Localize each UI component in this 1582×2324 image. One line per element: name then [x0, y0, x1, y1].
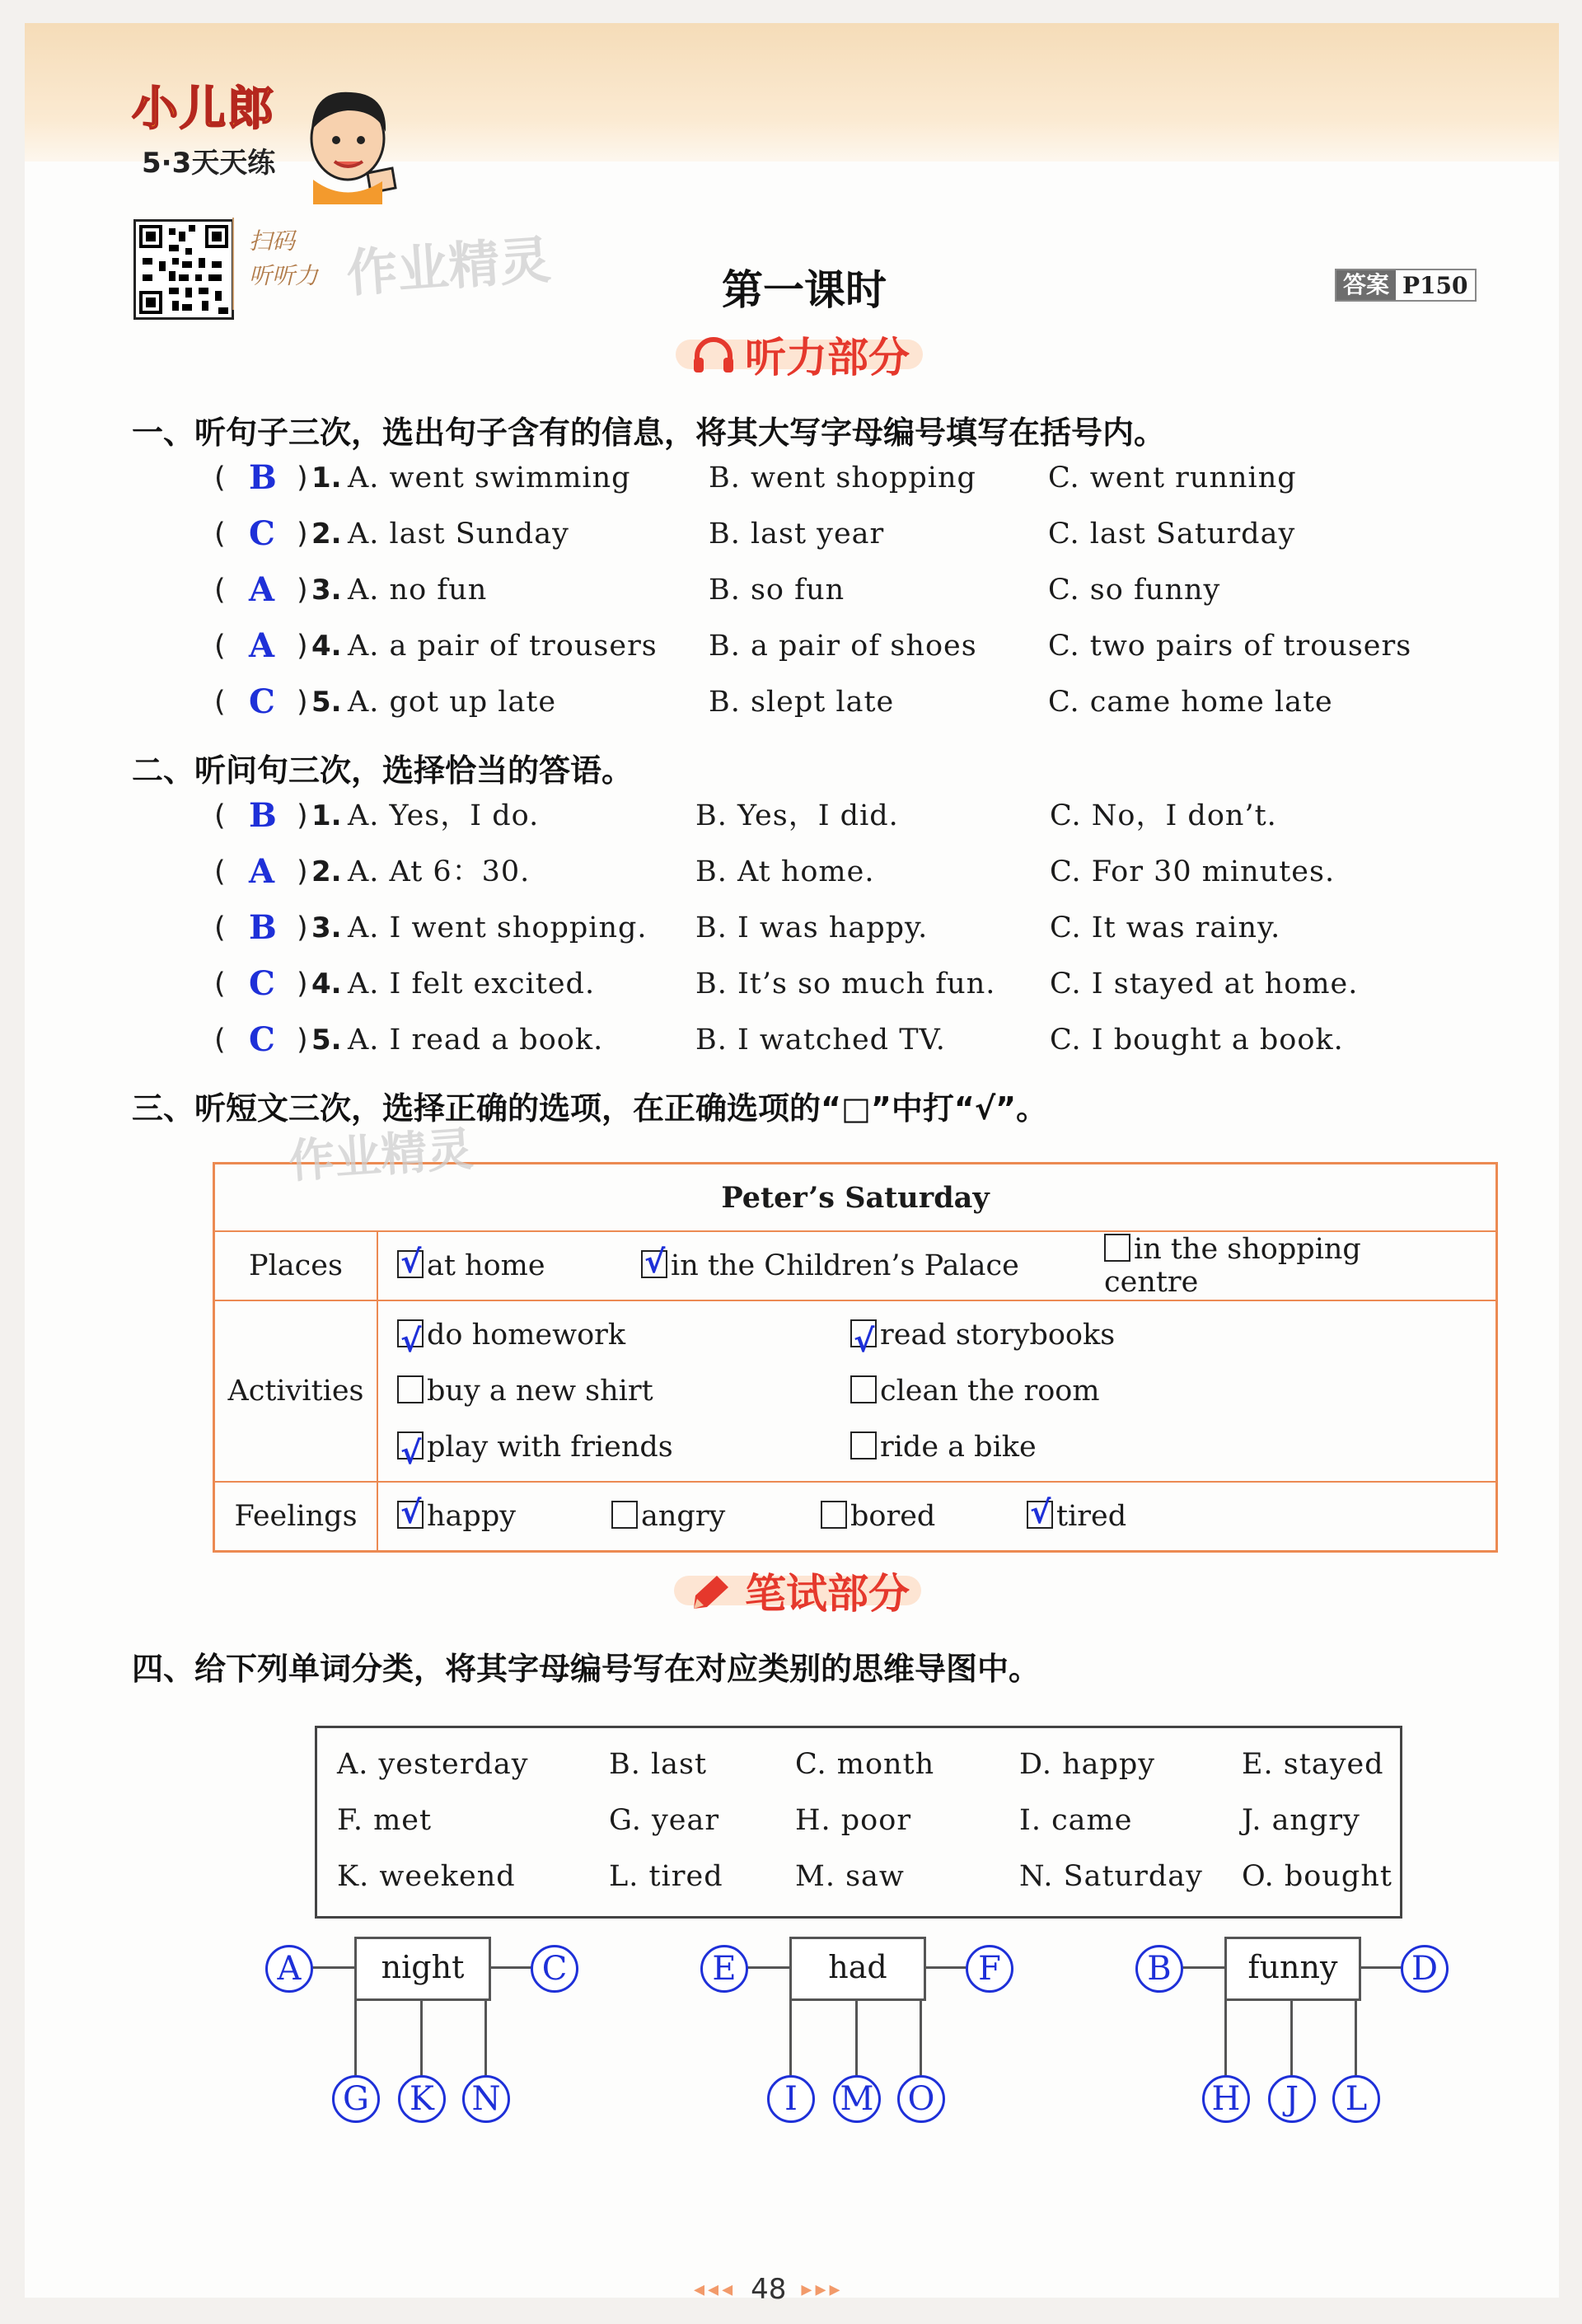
- part3-heading: 三、听短文三次，选择正确的选项，在正确选项的“□”中打“√”。: [132, 1090, 1048, 1127]
- option-text: buy a new shirt: [427, 1375, 653, 1408]
- mindmap-answer-left[interactable]: A: [265, 1945, 313, 1993]
- mindmap-answer-left[interactable]: E: [700, 1945, 748, 1993]
- answer-letter[interactable]: B: [249, 908, 277, 947]
- option-text: play with friends: [427, 1431, 673, 1464]
- option-c: C. came home late: [1048, 686, 1333, 719]
- word-item: B. last: [609, 1748, 708, 1781]
- mindmap-answer-bottom[interactable]: H: [1202, 2075, 1250, 2123]
- option-a: A. Yes，I do.: [348, 799, 540, 832]
- checkbox[interactable]: [611, 1501, 638, 1529]
- option-b: B. slept late: [709, 686, 895, 719]
- option-c: C. I bought a book.: [1050, 1024, 1344, 1057]
- word-item: D. happy: [1019, 1748, 1156, 1781]
- close-paren: ): [297, 968, 308, 1000]
- close-paren: ): [297, 911, 308, 944]
- question-number: 2.: [311, 855, 342, 888]
- mindmap-connector: [743, 1966, 793, 1969]
- checkbox[interactable]: [397, 1250, 424, 1278]
- question-number: 4.: [311, 968, 342, 1000]
- close-paren: ): [297, 518, 308, 551]
- question-row: [190, 956, 1508, 1012]
- mindmap-answer-left[interactable]: B: [1135, 1945, 1183, 1993]
- activity-cell: [850, 1363, 1262, 1419]
- open-paren: (: [214, 855, 226, 888]
- question-row: [190, 618, 1508, 674]
- word-item: M. saw: [795, 1860, 905, 1893]
- close-paren: ): [297, 686, 308, 719]
- activity-cell: [850, 1419, 1262, 1475]
- mindmap-connector: [920, 1996, 922, 2078]
- open-paren: (: [214, 911, 226, 944]
- option-text: tired: [1056, 1500, 1127, 1533]
- listening-banner-text: 听力部分: [745, 334, 910, 382]
- brand-logo: 小儿郎: [132, 82, 275, 136]
- mindmap-answer-bottom[interactable]: N: [462, 2075, 510, 2123]
- mindmap-answer-bottom[interactable]: J: [1268, 2075, 1316, 2123]
- question-number: 4.: [311, 630, 342, 663]
- option-text: ride a bike: [880, 1431, 1037, 1464]
- writing-banner: [690, 1561, 910, 1620]
- mindmap-connector: [308, 1966, 358, 1969]
- answer-reference: [1335, 269, 1477, 302]
- mindmap-connector: [1356, 1966, 1404, 1969]
- table-title: Peter’s Saturday: [214, 1164, 1497, 1232]
- question-row: [190, 450, 1508, 506]
- prev-arrows-icon: ◂◂◂: [694, 2277, 737, 2302]
- option-c: C. It was rainy.: [1050, 911, 1281, 944]
- option-a: A. I felt excited.: [348, 968, 596, 1000]
- watermark-2: 作业精灵: [287, 1122, 475, 1189]
- word-item: C. month: [795, 1748, 935, 1781]
- mindmap-answer-right[interactable]: F: [966, 1945, 1013, 1993]
- word-item: I. came: [1019, 1804, 1133, 1837]
- option-c: C. so funny: [1048, 574, 1221, 607]
- word-item: L. tired: [609, 1860, 723, 1893]
- mindmap-connector: [420, 1996, 423, 2078]
- option-text: happy: [427, 1500, 516, 1533]
- answer-letter[interactable]: C: [249, 964, 275, 1003]
- part1-list: [190, 450, 1508, 730]
- checkbox[interactable]: [641, 1250, 667, 1278]
- feeling-option[interactable]: [1027, 1500, 1191, 1533]
- workbook-page: [25, 23, 1559, 2306]
- option-a: A. I went shopping.: [348, 911, 648, 944]
- open-paren: (: [214, 799, 226, 832]
- checkbox[interactable]: [850, 1431, 877, 1460]
- word-item: O. bought: [1242, 1860, 1392, 1893]
- mindmap-connector: [484, 1996, 487, 2078]
- checkbox[interactable]: [821, 1501, 847, 1529]
- open-paren: (: [214, 686, 226, 719]
- pencil-icon: [690, 1571, 735, 1610]
- mindmap-answer-bottom[interactable]: L: [1332, 2075, 1380, 2123]
- checkbox[interactable]: [397, 1319, 424, 1347]
- listen-text: 听听力: [249, 262, 319, 289]
- option-a: A. I read a book.: [348, 1024, 604, 1057]
- peters-saturday-table: [213, 1162, 1498, 1553]
- close-paren: ): [297, 855, 308, 888]
- word-item: N. Saturday: [1019, 1860, 1203, 1893]
- lesson-title: 第一课时: [722, 266, 887, 314]
- activity-cell: [397, 1363, 850, 1419]
- word-bank: [315, 1726, 1402, 1919]
- scan-text: 扫码: [249, 227, 296, 255]
- option-text: read storybooks: [880, 1319, 1116, 1352]
- close-paren: ): [297, 462, 308, 494]
- question-number: 3.: [311, 911, 342, 944]
- answer-letter[interactable]: B: [249, 796, 277, 835]
- close-paren: ): [297, 1024, 308, 1057]
- checkbox[interactable]: [1027, 1501, 1053, 1529]
- next-arrows-icon: ▸▸▸: [801, 2277, 844, 2302]
- answer-letter[interactable]: C: [249, 1020, 275, 1059]
- word-item: A. yesterday: [337, 1748, 529, 1781]
- mindmap-answer-bottom[interactable]: O: [897, 2075, 945, 2123]
- scan-to-listen-label[interactable]: [249, 224, 318, 293]
- mindmap-center-word: had: [789, 1937, 926, 2001]
- option-text: clean the room: [880, 1375, 1100, 1408]
- word-item: F. met: [337, 1804, 433, 1837]
- place-option[interactable]: [1104, 1233, 1434, 1299]
- checkbox[interactable]: [397, 1501, 424, 1529]
- option-b: B. It’s so much fun.: [695, 968, 996, 1000]
- activities-label: Activities: [214, 1300, 378, 1482]
- word-item: J. angry: [1242, 1804, 1360, 1837]
- checkbox[interactable]: [397, 1375, 424, 1403]
- question-row: [190, 900, 1508, 956]
- watermark: 作业精灵: [344, 229, 553, 304]
- answer-letter[interactable]: B: [249, 458, 277, 497]
- place-option[interactable]: [397, 1249, 641, 1282]
- mindmap-connector: [921, 1966, 969, 1969]
- question-row: [190, 844, 1508, 900]
- page-footer: [694, 2273, 844, 2306]
- question-row: [190, 1012, 1508, 1068]
- feeling-option[interactable]: [821, 1500, 1027, 1533]
- option-text: in the Children’s Palace: [671, 1249, 1019, 1282]
- answer-letter[interactable]: A: [249, 626, 275, 665]
- activity-cell: [397, 1419, 850, 1475]
- question-number: 2.: [311, 518, 342, 551]
- question-row: [190, 788, 1508, 844]
- activity-option[interactable]: [850, 1319, 1115, 1352]
- option-a: A. At 6：30.: [348, 855, 531, 888]
- mindmap-answer-bottom[interactable]: G: [332, 2075, 380, 2123]
- activity-cell: [850, 1307, 1262, 1363]
- word-item: E. stayed: [1242, 1748, 1384, 1781]
- mindmap-connector: [1178, 1966, 1228, 1969]
- mindmap-connector: [486, 1966, 534, 1969]
- option-b: B. a pair of shoes: [709, 630, 977, 663]
- part4-heading: 四、给下列单词分类，将其字母编号写在对应类别的思维导图中。: [132, 1651, 1041, 1687]
- answer-letter[interactable]: C: [249, 682, 275, 721]
- option-a: A. last Sunday: [348, 518, 569, 551]
- activities-options: [377, 1300, 1497, 1482]
- option-c: C. two pairs of trousers: [1048, 630, 1412, 663]
- option-b: B. I watched TV.: [695, 1024, 946, 1057]
- question-number: 5.: [311, 686, 342, 719]
- option-text: bored: [850, 1500, 936, 1533]
- open-paren: (: [214, 574, 226, 607]
- question-row: [190, 674, 1508, 730]
- qr-code-icon[interactable]: [133, 219, 234, 320]
- option-b: B. so fun: [709, 574, 845, 607]
- option-a: A. a pair of trousers: [348, 630, 658, 663]
- question-number: 1.: [311, 462, 342, 494]
- word-item: G. year: [609, 1804, 720, 1837]
- part1-heading: 一、听句子三次，选出句子含有的信息，将其大写字母编号填写在括号内。: [132, 415, 1166, 451]
- option-c: C. No，I don’t.: [1050, 799, 1277, 832]
- activity-cell: [397, 1307, 850, 1363]
- option-a: A. got up late: [348, 686, 557, 719]
- activity-option[interactable]: [850, 1431, 1037, 1464]
- open-paren: (: [214, 518, 226, 551]
- mindmap-answer-bottom[interactable]: M: [833, 2075, 881, 2123]
- option-b: B. last year: [709, 518, 885, 551]
- mindmap-answer-bottom[interactable]: I: [767, 2075, 815, 2123]
- option-c: C. went running: [1048, 462, 1297, 494]
- brand-subtitle: 5·3天天练: [142, 147, 276, 180]
- open-paren: (: [214, 1024, 226, 1057]
- option-a: A. no fun: [348, 574, 488, 607]
- question-number: 5.: [311, 1024, 342, 1057]
- option-b: B. went shopping: [709, 462, 976, 494]
- mindmap-connector: [789, 1996, 792, 2078]
- listening-banner: [692, 325, 910, 384]
- option-b: B. I was happy.: [695, 911, 929, 944]
- mindmap-answer-right[interactable]: C: [531, 1945, 578, 1993]
- feelings-label: Feelings: [214, 1482, 378, 1552]
- checkbox[interactable]: [397, 1431, 424, 1460]
- mascot-boy-icon: [297, 81, 404, 204]
- mindmap-answer-right[interactable]: D: [1401, 1945, 1449, 1993]
- option-c: C. For 30 minutes.: [1050, 855, 1336, 888]
- answer-label: 答案: [1336, 270, 1396, 300]
- writing-banner-text: 笔试部分: [745, 1570, 910, 1618]
- open-paren: (: [214, 968, 226, 1000]
- page-number: 48: [751, 2273, 787, 2306]
- answer-page: P150: [1402, 271, 1468, 299]
- activity-option[interactable]: [397, 1375, 653, 1408]
- mindmap-connector: [1290, 1996, 1293, 2078]
- close-paren: ): [297, 574, 308, 607]
- option-text: at home: [427, 1249, 545, 1282]
- option-c: C. last Saturday: [1048, 518, 1296, 551]
- mindmap-center-word: night: [354, 1937, 491, 2001]
- checkbox[interactable]: [850, 1375, 877, 1403]
- feeling-option[interactable]: [397, 1500, 611, 1533]
- answer-letter[interactable]: A: [249, 570, 275, 609]
- feeling-option[interactable]: [611, 1500, 821, 1533]
- headphones-icon: [692, 335, 735, 374]
- mindmap-connector: [354, 1996, 357, 2078]
- question-number: 1.: [311, 799, 342, 832]
- open-paren: (: [214, 462, 226, 494]
- answer-letter[interactable]: A: [249, 852, 275, 891]
- part2-list: [190, 788, 1508, 1068]
- close-paren: ): [297, 630, 308, 663]
- mindmap-center-word: funny: [1224, 1937, 1361, 2001]
- question-row: [190, 506, 1508, 562]
- place-option[interactable]: [641, 1249, 1104, 1282]
- places-options: [377, 1231, 1497, 1300]
- open-paren: (: [214, 630, 226, 663]
- checkbox[interactable]: [1104, 1234, 1130, 1262]
- option-c: C. I stayed at home.: [1050, 968, 1359, 1000]
- word-item: K. weekend: [337, 1860, 516, 1893]
- part2-heading: 二、听问句三次，选择恰当的答语。: [132, 752, 634, 789]
- word-item: H. poor: [795, 1804, 912, 1837]
- option-b: B. At home.: [695, 855, 875, 888]
- option-text: in the shopping centre: [1104, 1233, 1361, 1299]
- mindmap-connector: [855, 1996, 858, 2078]
- mindmap-answer-bottom[interactable]: K: [398, 2075, 446, 2123]
- activity-option[interactable]: [397, 1319, 625, 1352]
- question-number: 3.: [311, 574, 342, 607]
- mindmap-connector: [1355, 1996, 1357, 2078]
- activity-option[interactable]: [397, 1431, 673, 1464]
- option-text: do homework: [427, 1319, 626, 1352]
- question-row: [190, 562, 1508, 618]
- option-b: B. Yes，I did.: [695, 799, 899, 832]
- checkbox[interactable]: [850, 1319, 877, 1347]
- answer-letter[interactable]: C: [249, 514, 275, 553]
- option-a: A. went swimming: [348, 462, 631, 494]
- mindmap-connector: [1224, 1996, 1227, 2078]
- option-text: angry: [641, 1500, 726, 1533]
- places-label: Places: [214, 1231, 378, 1300]
- close-paren: ): [297, 799, 308, 832]
- feelings-options: [377, 1482, 1497, 1552]
- activity-option[interactable]: [850, 1375, 1100, 1408]
